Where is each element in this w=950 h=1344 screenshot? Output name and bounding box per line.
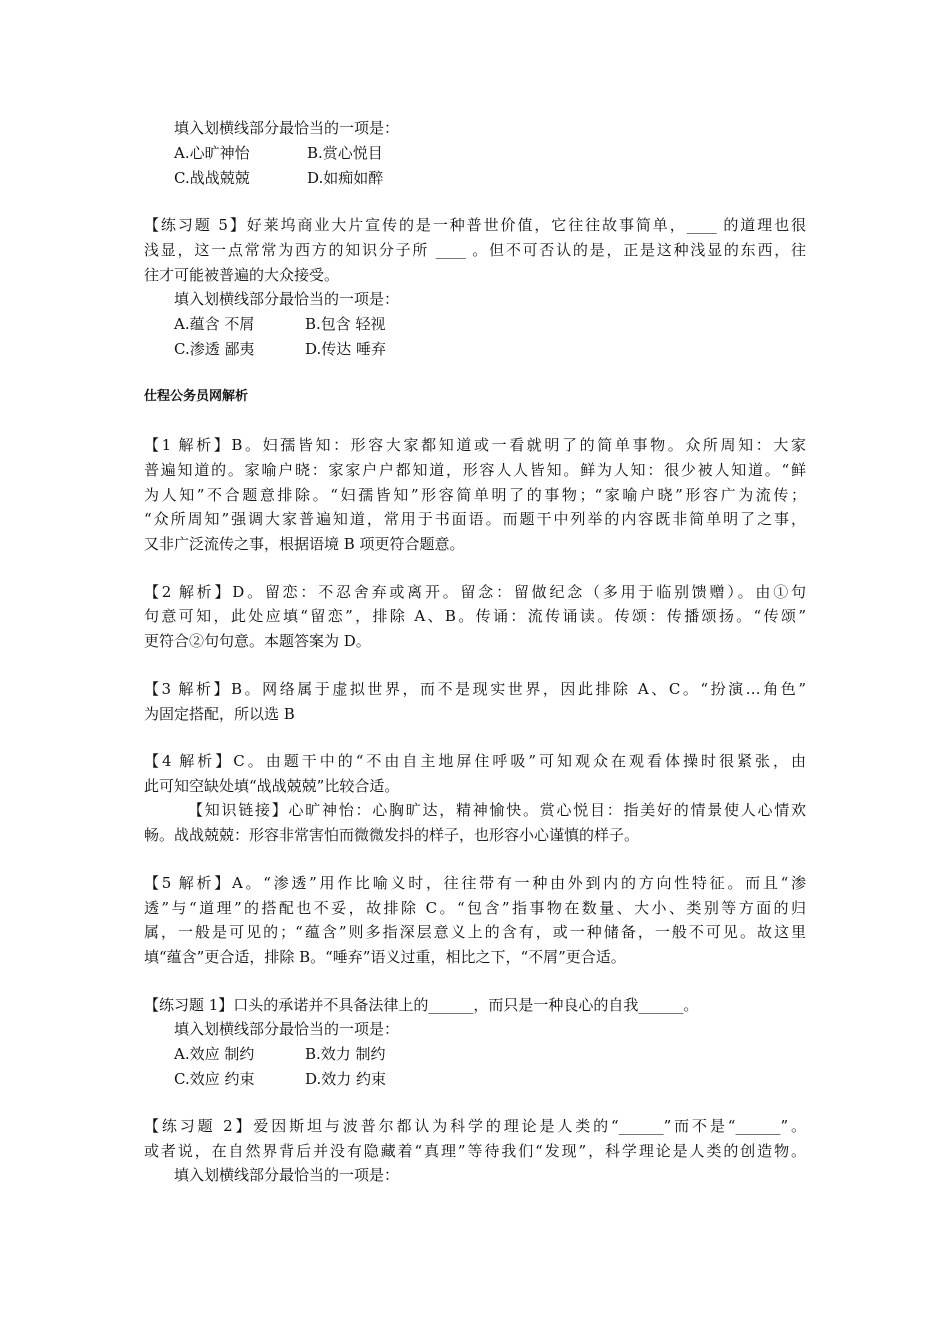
option-b: B.赏心悦目 — [307, 144, 383, 162]
analysis2-line-3: 更符合②句句意。本题答案为 D。 — [144, 632, 371, 650]
analysis3-line-1: 【3 解析】B。网络属于虚拟世界，而不是现实世界，因此排除 A、C。“扮演…角色” — [144, 680, 806, 698]
exercise1-options-row-1 — [174, 1043, 386, 1065]
option-c: C.战战兢兢 — [174, 169, 250, 187]
exercise2-line-2: 或者说，在自然界背后并没有隐藏着“真理”等待我们“发现”，科学理论是人类的创造物。 — [144, 1142, 806, 1160]
exercise5-line-2: 浅显，这一点常常为西方的知识分子所 ____ 。但不可否认的是，正是这种浅显的东西，往 — [144, 241, 806, 259]
exercise2-line-1: 【练习题 2】爱因斯坦与波普尔都认为科学的理论是人类的“______”而不是“______”。 — [144, 1117, 806, 1135]
analysis5-line-1: 【5 解析】A。“渗透”用作比喻义时，往往带有一种由外到内的方向性特征。而且“渗 — [144, 874, 806, 892]
option-b: B.效力 制约 — [305, 1045, 386, 1063]
exercise1-line-1: 【练习题 1】口头的承诺并不具备法律上的______，而只是一种良心的自我______。 — [144, 996, 699, 1014]
analysis3-line-2: 为固定搭配，所以选 B — [144, 705, 295, 723]
option-d: D.如痴如醉 — [307, 169, 384, 187]
exercise1-options-row-2 — [174, 1068, 386, 1090]
exercise2-prompt: 填入划横线部分最恰当的一项是： — [174, 1166, 400, 1184]
analysis4-line-2: 此可知空缺处填“战战兢兢”比较合适。 — [144, 777, 400, 795]
exercise5-options-row-2 — [174, 338, 386, 360]
option-c: C.效应 约束 — [174, 1070, 255, 1088]
knowledge-link-line-2: 畅。战战兢兢：形容非常害怕而微微发抖的样子，也形容小心谨慎的样子。 — [144, 826, 640, 844]
exercise1-prompt: 填入划横线部分最恰当的一项是： — [174, 1020, 400, 1038]
analysis-heading: 仕程公务员网解析 — [144, 389, 249, 404]
analysis5-line-4: 填“蕴含”更合适，排除 B。“唾弃”语义过重，相比之下，“不屑”更合适。 — [144, 948, 626, 966]
exercise5-line-1: 【练习题 5】好莱坞商业大片宣传的是一种普世价值，它往往故事简单，____ 的道理也很 — [144, 216, 806, 234]
analysis1-line-1: 【1 解析】B。妇孺皆知：形容大家都知道或一看就明了的简单事物。众所周知：大家 — [144, 436, 806, 454]
option-a: A.效应 制约 — [174, 1045, 255, 1063]
exercise5-options-row-1 — [174, 313, 386, 335]
analysis2-line-2: 句意可知，此处应填“留恋”，排除 A、B。传诵：流传诵读。传颂：传播颂扬。“传颂” — [144, 607, 806, 625]
exercise5-prompt: 填入划横线部分最恰当的一项是： — [174, 290, 400, 308]
options-row-2 — [174, 167, 383, 189]
analysis5-line-2: 透”与“道理”的搭配也不妥，故排除 C。“包含”指事物在数量、大小、类别等方面的归 — [144, 899, 806, 917]
knowledge-link-line-1: 【知识链接】心旷神怡：心胸旷达，精神愉快。赏心悦目：指美好的情景使人心情欢 — [188, 801, 806, 819]
option-c: C.渗透 鄙夷 — [174, 340, 255, 358]
analysis1-line-2: 普遍知道的。家喻户晓：家家户户都知道，形容人人皆知。鲜为人知：很少被人知道。“鲜 — [144, 461, 806, 479]
option-a: A.心旷神怡 — [174, 144, 250, 162]
analysis1-line-5: 又非广泛流传之事，根据语境 B 项更符合题意。 — [144, 535, 465, 553]
option-d: D.传达 唾弃 — [305, 340, 387, 358]
option-a: A.蕴含 不屑 — [174, 315, 255, 333]
analysis2-line-1: 【2 解析】D。留恋：不忍舍弃或离开。留念：留做纪念（多用于临别馈赠）。由①句 — [144, 583, 806, 601]
option-b: B.包含 轻视 — [305, 315, 386, 333]
analysis5-line-3: 属，一般是可见的；“蕴含”则多指深层意义上的含有，或一种储备，一般不可见。故这里 — [144, 923, 806, 941]
analysis1-line-4: “众所周知”强调大家普遍知道，常用于书面语。而题干中列举的内容既非简单明了之事， — [144, 510, 806, 528]
question-prompt: 填入划横线部分最恰当的一项是： — [174, 119, 400, 137]
options-row-1 — [174, 142, 383, 164]
analysis1-line-3: 为人知”不合题意排除。“妇孺皆知”形容简单明了的事物；“家喻户晓”形容广为流传； — [144, 486, 806, 504]
analysis4-line-1: 【4 解析】C。由题干中的“不由自主地屏住呼吸”可知观众在观看体操时很紧张，由 — [144, 752, 806, 770]
exercise5-line-3: 往才可能被普遍的大众接受。 — [144, 266, 340, 284]
option-d: D.效力 约束 — [305, 1070, 387, 1088]
